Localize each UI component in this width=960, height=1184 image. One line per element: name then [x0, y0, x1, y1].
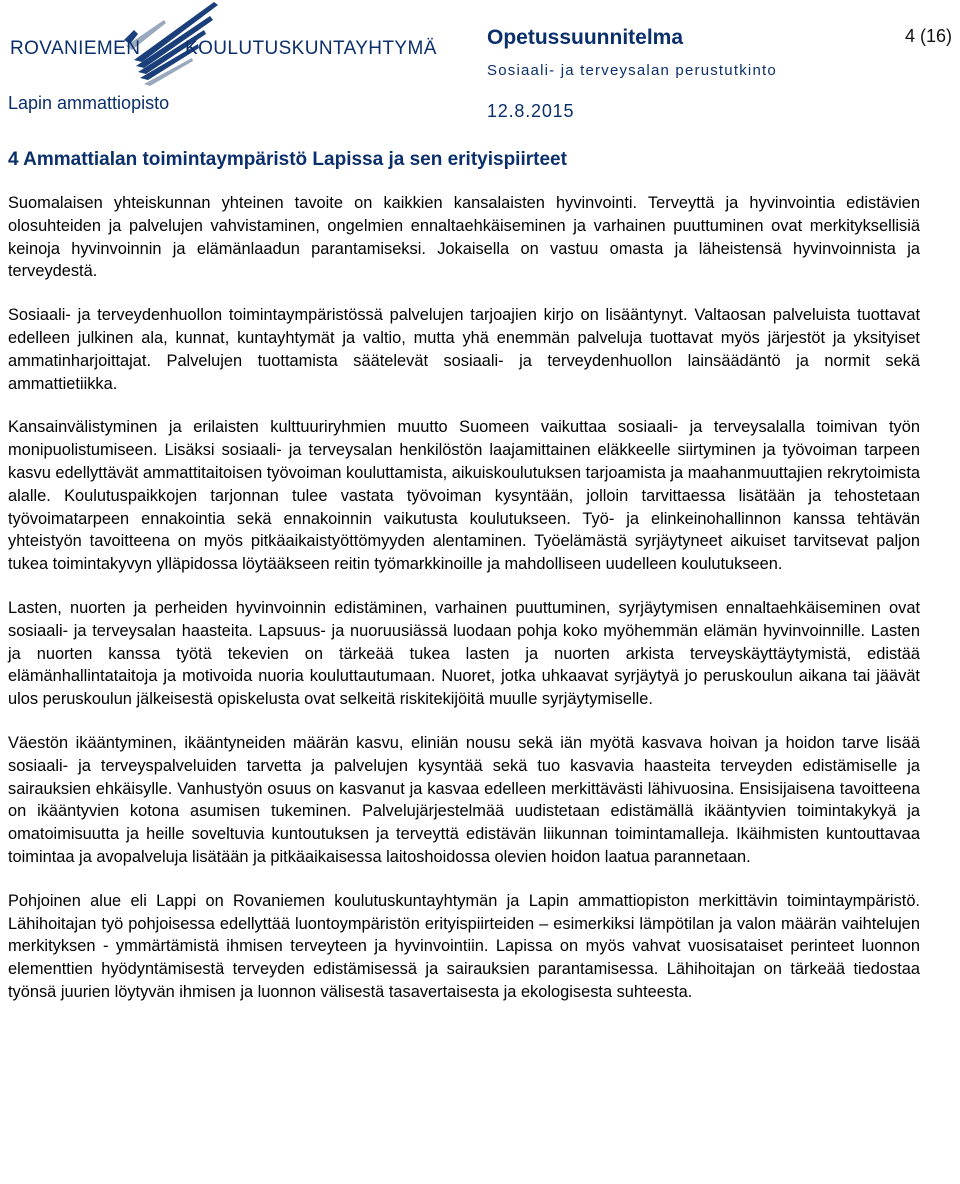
paragraph: Lasten, nuorten ja perheiden hyvinvoinnin edistäminen, varhainen puuttuminen, syrjäytymisen ennaltaehkäiseminen ovat sosiaali- ja terveysalan haasteita. Lapsuus- ja nuoruusiässä luodaan pohja koko myöhemmän elämän hyvinvoinnille. Lasten ja nuorten kanssa työtä tekevien on tärkeää tukea lasten ja nuorten arkista terveyskäyttäytymistä, edistää elämänhallintataitoja ja motivoida nuoria kouluttautumaan. Nuoret, jotka uhkaavat syrjäytyä jo peruskoulun aikana tai jäävät ulos peruskoulun jälkeisestä opiskelusta ovat selkeitä riskitekijöitä muulle syrjäytymiselle.	[8, 598, 920, 709]
organization-logo	[4, 0, 437, 100]
org-name-left: ROVANIEMEN	[10, 38, 141, 59]
section-heading: 4 Ammattialan toimintaympäristö Lapissa ja sen erityispiirteet	[8, 149, 567, 170]
paragraph: Kansainvälistyminen ja erilaisten kulttuuriryhmien muutto Suomeen vaikuttaa sosiaali- ja terveysalalla toimivan työn monipuolistumiseen. Lisäksi sosiaali- ja terveysalan henkilöstön laajamittainen eläkkeelle siirtyminen ja työvoiman tarpeen kasvu edellyttävät ammattitaitoisen työvoiman kouluttamista, aikuiskoulutuksen tarjoamista ja maahanmuuttajien rekrytoimista alalle. Koulutuspaikkojen tarjonnan tulee vastata työvoiman kysyntään, jolloin tarvittaessa lisätään ja tehostetaan työvoimatarpeen ennakointia sekä ennakoinnin vaikutusta koulutukseen. Työ- ja elinkeinohallinnon kanssa tehtävän yhteistyön tavoitteena on myös pitkäaikaistyöttömyyden alentaminen. Työelämästä syrjäytyneet aikuiset tarvitsevat paljon tukea toimintakyvyn ylläpidossa löytääkseen reitin työmarkkinoille ja mahdolliseen uudelleen koulutukseen.	[8, 418, 920, 574]
document-header	[0, 0, 960, 128]
paragraph: Pohjoinen alue eli Lappi on Rovaniemen koulutuskuntayhtymän ja Lapin ammattiopiston merkittävin toimintaympäristö. Lähihoitajan työ pohjoisessa edellyttää luontoympäristön erityispiirteiden – esimerkiksi lämpötilan ja valon määrän vaihtelujen merkityksen - ymmärtämistä ihmisen terveyteen ja hyvinvointiin. Lapissa on myös vahvat vuosisataiset perinteet luonnon elementtien hyödyntämisestä terveyden edistämisessä ja sairauksien parantamisessa. Lähihoitajan on tärkeää tiedostaa työnsä juurien löytyvän ihmisen ja luonnon välisestä tasavertaisesta ja ekologisesta suhteesta.	[8, 891, 920, 1001]
page-number: 4 (16)	[905, 26, 953, 46]
org-name-right: KOULUTUSKUNTAYHTYMÄ	[185, 38, 437, 59]
paragraph: Sosiaali- ja terveydenhuollon toimintaympäristössä palvelujen tarjoajien kirjo on lisääntynyt. Valtaosan palveluista tuottavat edelleen julkinen ala, kunnat, kuntayhtymät ja valtio, mutta yhä enemmän palveluja tuottavat myös järjestöt ja yksityiset ammatinharjoittajat. Palvelujen tuottamista säätelevät sosiaali- ja terveydenhuollon lainsäädäntö ja normit sekä ammattietiikka.	[8, 306, 920, 393]
document-subtitle: Sosiaali- ja terveysalan perustutkinto	[487, 62, 777, 79]
unit-name: Lapin ammattiopisto	[8, 93, 170, 113]
document-date: 12.8.2015	[487, 101, 575, 121]
document-body	[8, 147, 920, 1025]
paragraph: Väestön ikääntyminen, ikääntyneiden määrän kasvu, eliniän nousu sekä iän myötä kasvava hoivan ja hoidon tarve lisää sosiaali- ja terveyspalveluiden tarvetta ja palvelujen kysyntää sekä tuo kasvavia haasteita terveyden edistämiselle ja sairauksien ehkäisylle. Vanhustyön osuus on kasvanut ja kasvaa edelleen merkittävästi lähivuosina. Ensisijaisena tavoitteena on ikääntyvien kotona asumisen tukeminen. Palvelujärjestelmää uudistetaan edistämällä ikääntyvien toimintakykyä ja omatoimisuutta ja heille soveltuvia kuntoutuksen ja terveyttä edistävän liikunnan toimintamalleja. Ikäihmisten kuntouttavaa toimintaa ja avopalveluja lisätään ja pitkäaikaisessa laitoshoidossa olevien hoidon laatua parannetaan.	[8, 733, 920, 866]
paragraph: Suomalaisen yhteiskunnan yhteinen tavoite on kaikkien kansalaisten hyvinvointi. Terveyttä ja hyvinvointia edistävien olosuhteiden ja palvelujen vahvistaminen, ongelmien ennaltaehkäiseminen ja varhainen puuttuminen ovat merkityksellisiä keinoja hyvinvoinnin ja elämänlaadun parantamiseksi. Jokaisella on vastuu omasta ja läheistensä hyvinvoinnista ja terveydestä.	[8, 194, 920, 281]
document-title: Opetussuunnitelma	[487, 26, 684, 49]
